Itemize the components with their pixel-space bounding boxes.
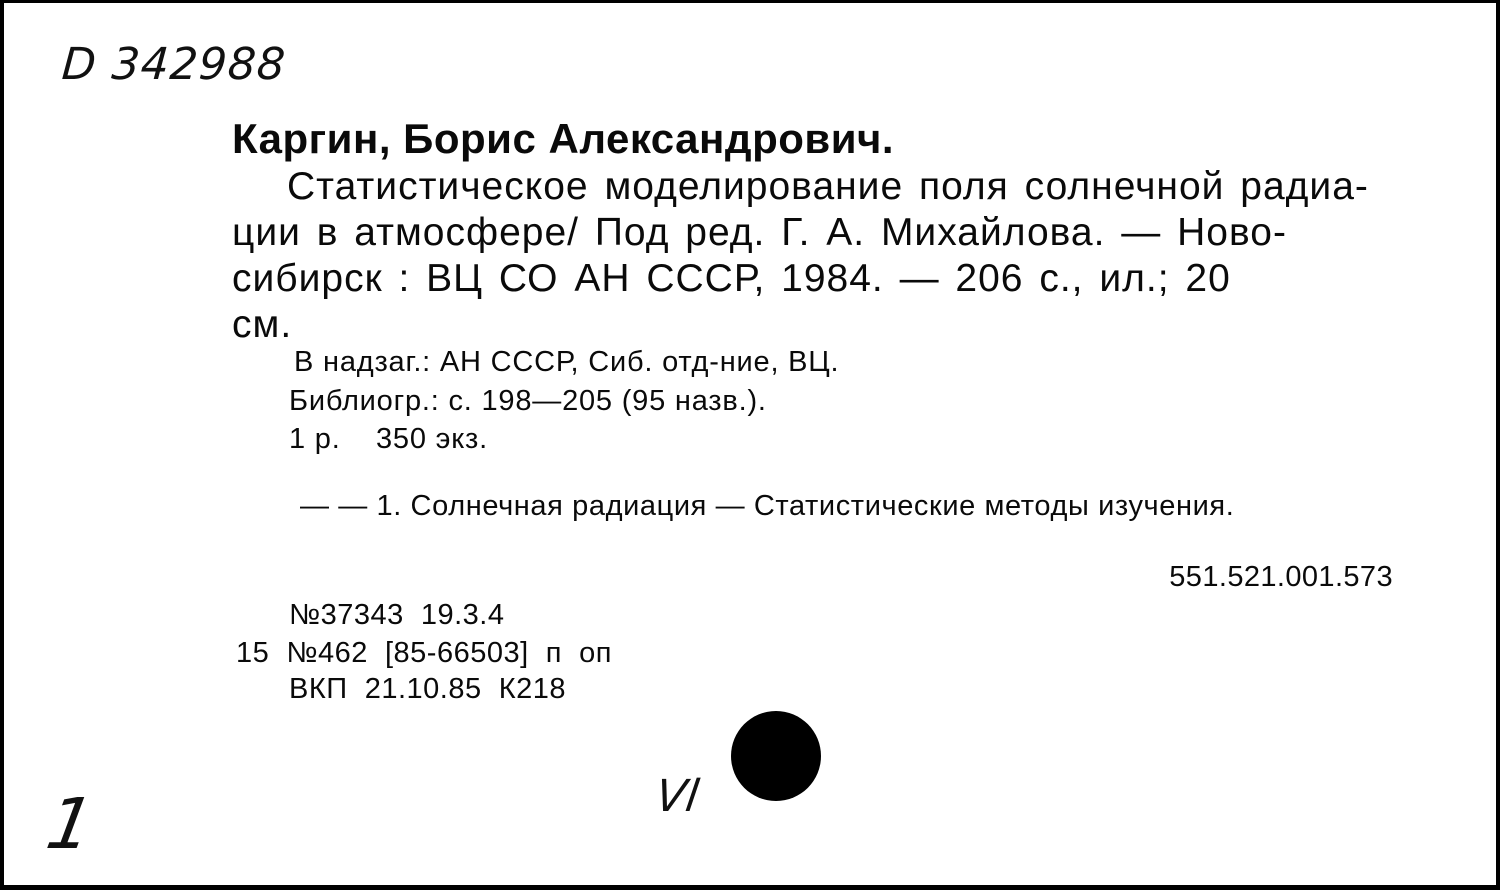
udc-code: 551.521.001.573: [1169, 561, 1393, 593]
inventory-number: D 342988: [60, 39, 288, 90]
title-line-2: ции в атмосфере/ Под ред. Г. А. Михайлова. — Ново-: [232, 211, 1287, 254]
stamp-line-2: 15 №462 [85-66503] п оп: [236, 637, 612, 669]
stamp-line-3: ВКП 21.10.85 К218: [289, 673, 566, 705]
title-line-3: сибирск : ВЦ СО АН СССР, 1984. — 206 с., ил.; 20: [232, 257, 1231, 300]
note-bibliography: Библиогр.: с. 198—205 (95 назв.).: [289, 385, 767, 417]
title-line-1: Статистическое моделирование поля солнечной радиа-: [287, 165, 1369, 208]
stamp-line-1: №37343 19.3.4: [289, 599, 505, 631]
handwritten-mark-left: 1: [40, 783, 100, 865]
author-heading: Каргин, Борис Александрович.: [232, 115, 895, 162]
note-price-copies: 1 р. 350 экз.: [289, 423, 489, 455]
punch-hole-dot: [731, 711, 821, 801]
title-line-4: см.: [232, 303, 293, 346]
note-header: В надзаг.: АН СССР, Сиб. отд-ние, ВЦ.: [294, 346, 840, 378]
subject-heading: — — 1. Солнечная радиация — Статистические методы изучения.: [300, 490, 1235, 522]
handwritten-mark-bottom: Vl: [652, 771, 702, 822]
